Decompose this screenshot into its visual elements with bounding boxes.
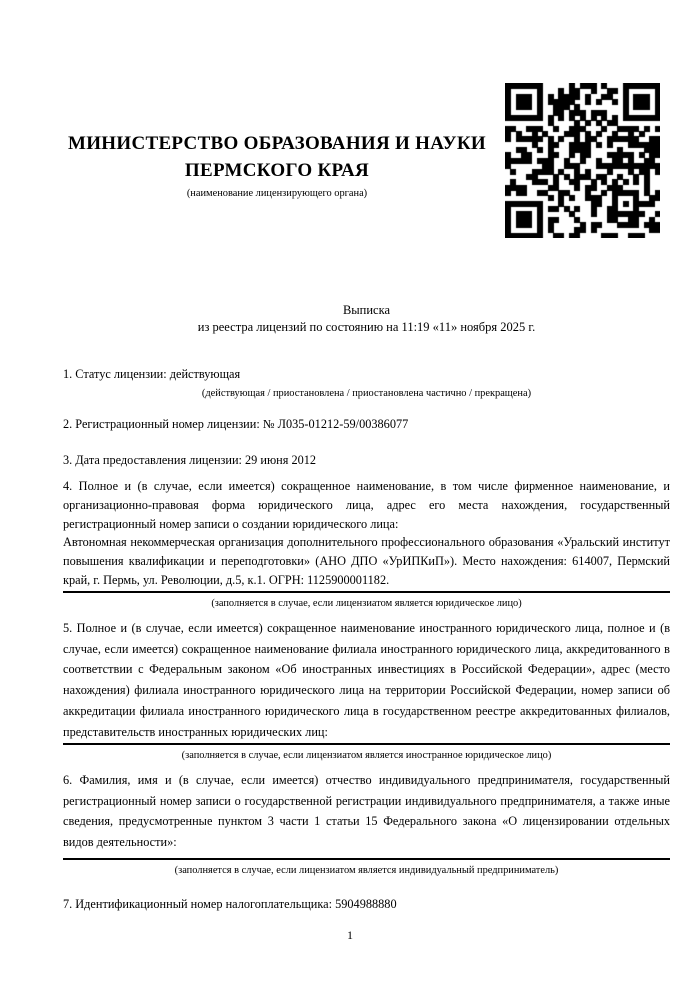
item-individual-entrepreneur: [63, 770, 670, 877]
item-foreign-entity-text: 5. Полное и (в случае, если имеется) сокращенное наименование иностранного юридического лица, полное и (в случае, если имеется) сокращенное наименование филиала иностранного юридического лица, аккредитованного в соответствии с Федеральным законом «Об иностранных инвестициях в Российской Федерации», адрес (место нахождения) филиала иностранного юридического лица на территории Российской Федерации, номер записи об аккредитации филиала иностранного юридического лица в государственном реестре аккредитованных филиалов, представительств иностранных юридических лиц:: [63, 621, 670, 739]
item-individual-entrepreneur-note: (заполняется в случае, если лицензиатом является индивидуальный предприниматель): [174, 864, 559, 876]
item-license-status: 1. Статус лицензии: действующая: [63, 367, 241, 381]
item-individual-entrepreneur-text: 6. Фамилия, имя и (в случае, если имеется) отчество индивидуального предпринимателя, государственный регистрационный номер записи о государственной регистрации индивидуального предпринимателя, а также иные сведения, предусмотренные пунктом 3 части 1 статьи 15 Федерального закона «О лицензировании отдельных видов деятельности»:: [63, 773, 670, 850]
ministry-name-line2: ПЕРМСКОГО КРАЯ: [184, 160, 370, 181]
ministry-name-line1: МИНИСТЕРСТВО ОБРАЗОВАНИЯ И НАУКИ: [67, 133, 487, 154]
item-foreign-entity: [63, 618, 670, 762]
item-license-status-note: (действующая / приостановлена / приостановлена частично / прекращена): [201, 388, 532, 399]
title-line1: Выписка: [342, 303, 391, 317]
title-line2: из реестра лицензий по состоянию на 11:19 «11» ноября 2025 г.: [197, 320, 536, 334]
document-title: [63, 302, 670, 336]
item-legal-entity-note: (заполняется в случае, если лицензиатом является юридическое лицо): [211, 597, 522, 609]
licensing-authority-header: [63, 130, 491, 200]
page-number: 1: [347, 928, 353, 942]
item-taxpayer-number: 7. Идентификационный номер налогоплательщика: 5904988880: [63, 897, 397, 911]
item-legal-entity-value: Автономная некоммерческая организация дополнительного профессионального образования «Уральский институт повышения квалификации и переподготовки» (АНО ДПО «УрИПКиП»). Место нахождения: 614007, Пермский край, г. Пермь, ул. Революции, д.5, к.1. ОГРН: 1125900001182.: [63, 535, 670, 587]
item-license-grant-date: 3. Дата предоставления лицензии: 29 июня 2012: [63, 453, 317, 467]
item-legal-entity-text: 4. Полное и (в случае, если имеется) сокращенное наименование, в том числе фирменное наименование, и организационно-правовая форма юридического лица, адрес его места нахождения, государственный регистрационный номер записи о создании юридического лица:: [63, 479, 670, 531]
item-legal-entity: [63, 477, 670, 610]
header-caption: (наименование лицензирующего органа): [186, 188, 368, 199]
fill-in-rule: [63, 858, 670, 860]
item-registration-number: 2. Регистрационный номер лицензии: № Л035-01212-59/00386077: [63, 417, 409, 431]
qr-code-icon: [505, 83, 660, 238]
fill-in-rule: [63, 591, 670, 593]
item-foreign-entity-note: (заполняется в случае, если лицензиатом является иностранное юридическое лицо): [181, 750, 552, 762]
fill-in-rule: [63, 743, 670, 745]
